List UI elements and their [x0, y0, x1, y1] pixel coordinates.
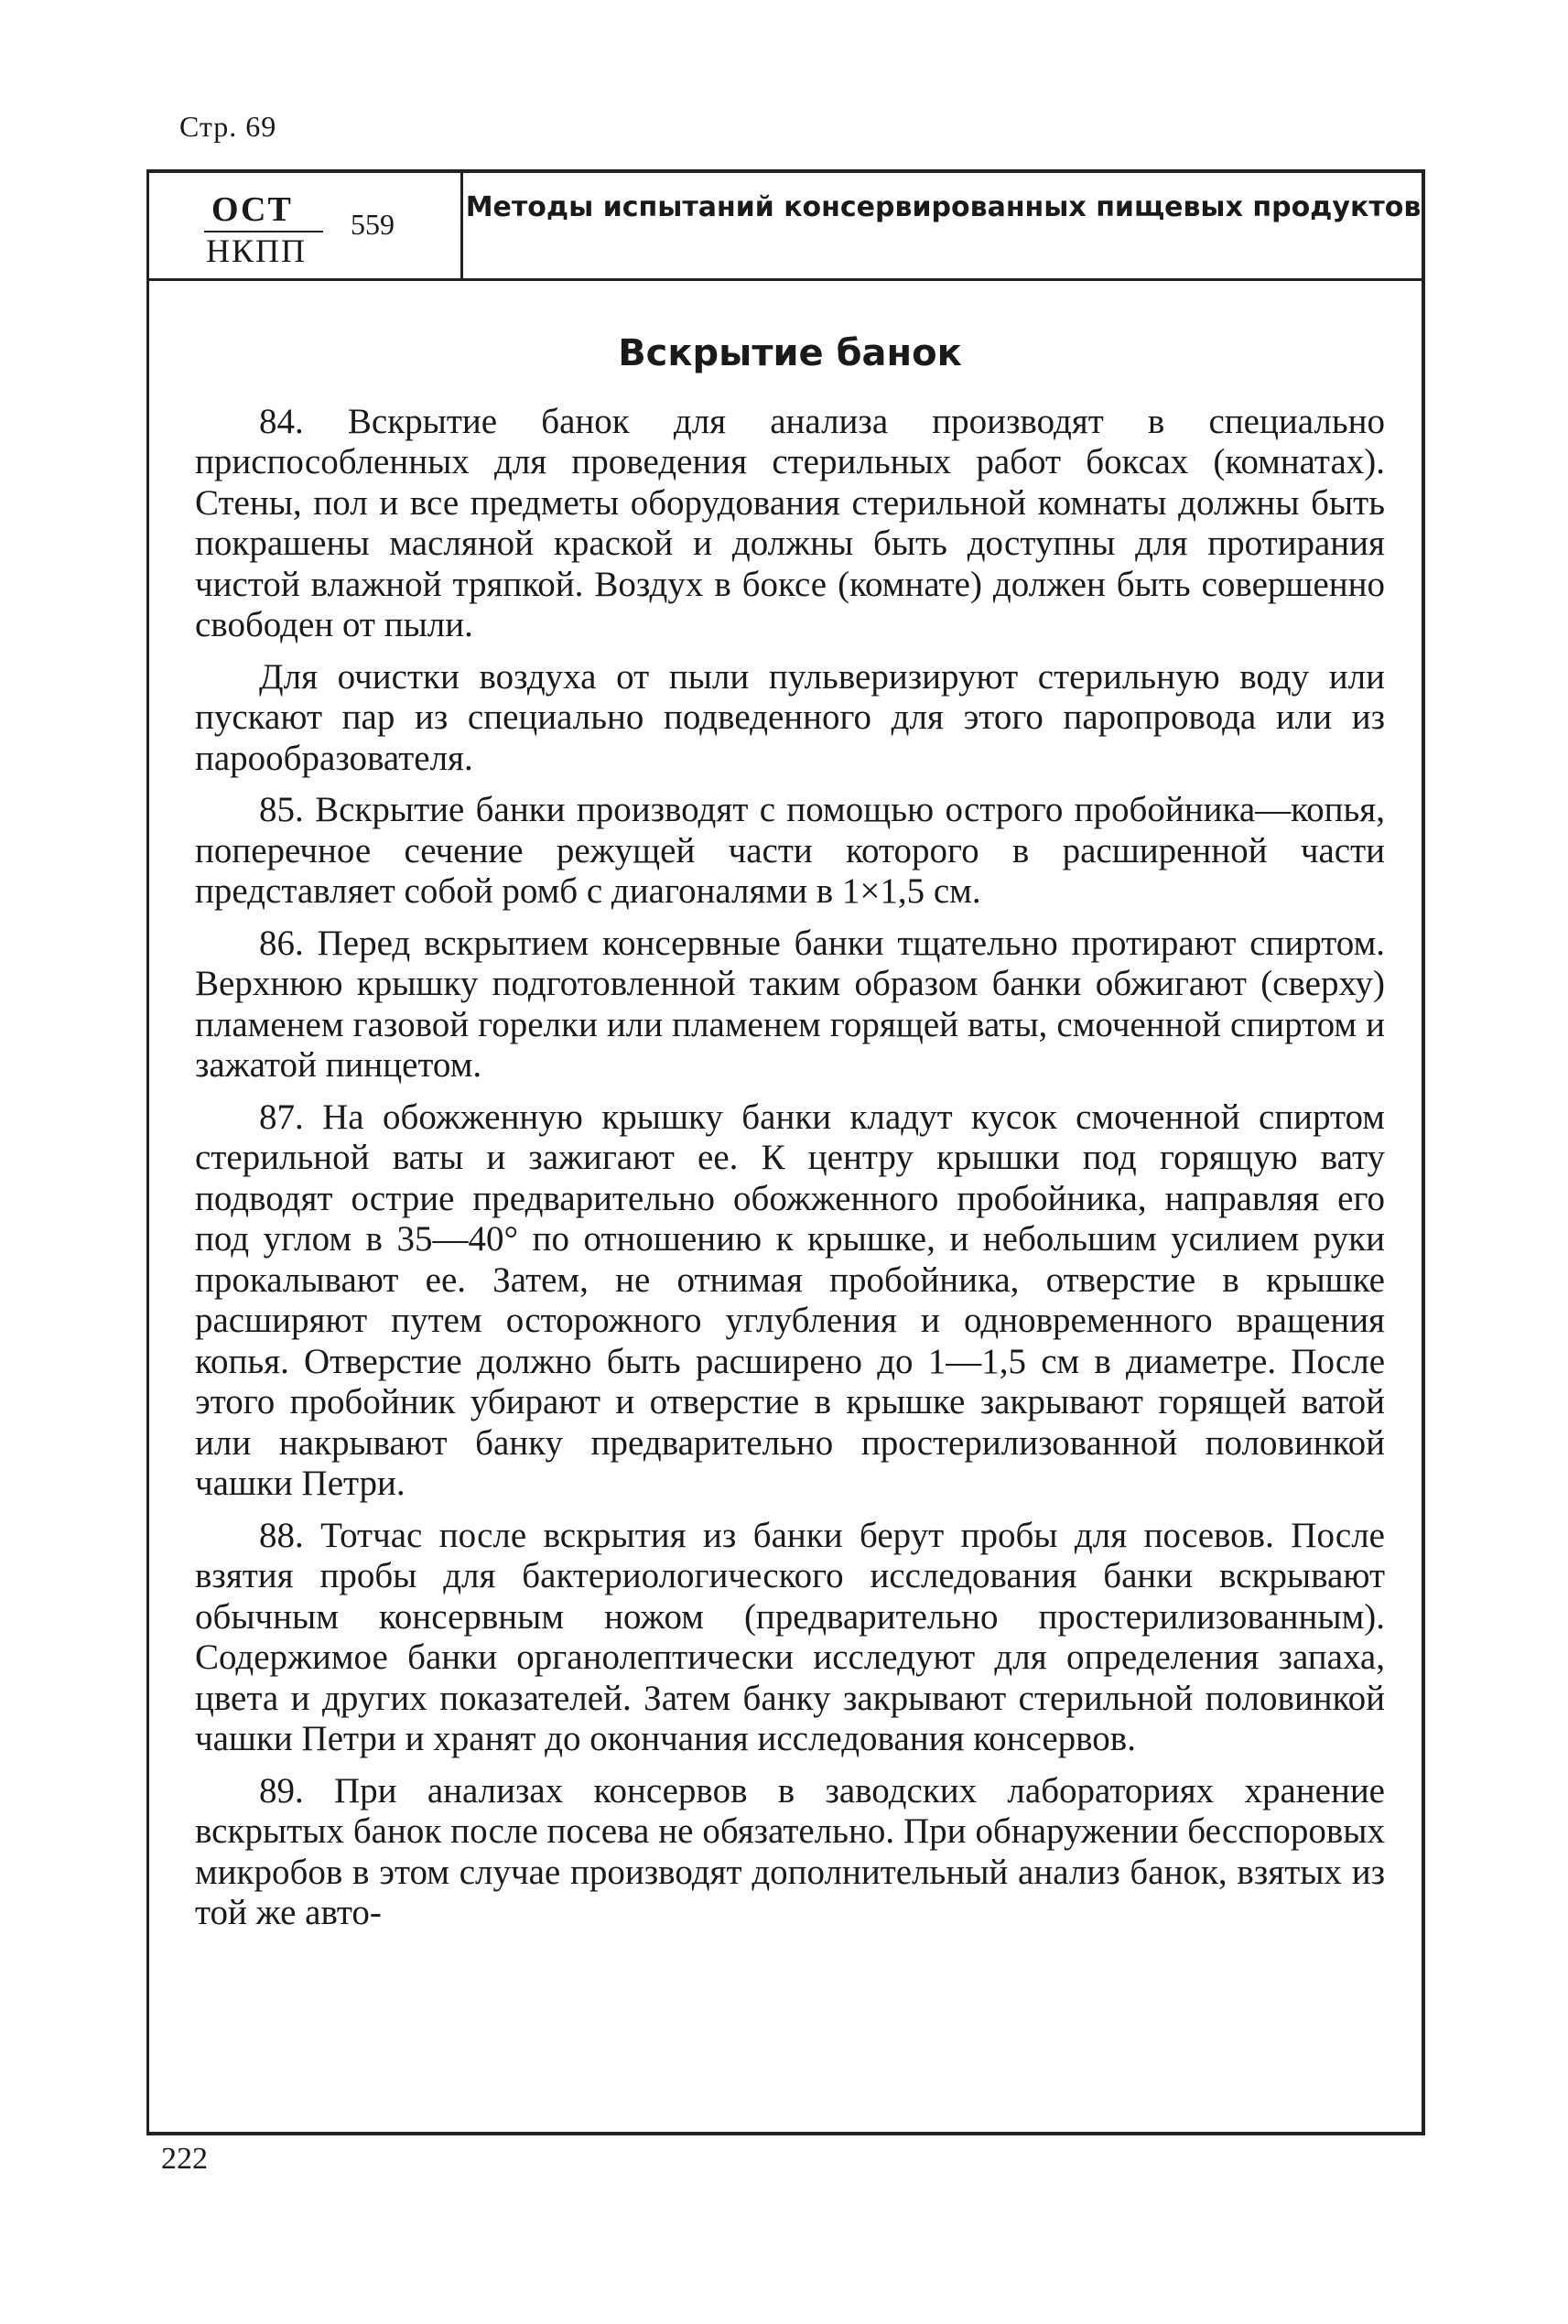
standard-number: 559 [351, 208, 395, 241]
paragraph-87: 87. На обожженную крышку банки кладут кусок смоченной спиртом стерильной ваты и зажигают ее. К центру крышки под горящую вату подводят острие предварительно обожженного пробойника, направляя его под углом в 35—40° по отношению к крышке, и небольшим усилием руки прокалывают ее. Затем, не отнимая пробойника, отверстие в крышке расширяют путем осторожного углубления и одновременного вращения копья. Отверстие должно быть расширено до 1—1,5 см в диаметре. После этого пробойник убирают и отверстие в крышке закрывают горящей ватой или накрывают банку предварительно простерилизованной половинкой чашки Петри. [195, 1097, 1385, 1503]
paragraph-85: 85. Вскрытие банки производят с помощью острого пробойника—копья, поперечное сечение режущей части которого в расширенной части представляет собой ромб с диагоналями в 1×1,5 см. [195, 790, 1385, 911]
page-content [195, 333, 1385, 1945]
standard-bottom: НКПП [206, 232, 308, 269]
standard-top: ОСТ [211, 190, 293, 229]
section-title: Вскрытие банок [618, 332, 962, 374]
paragraph-84: 84. Вскрытие банок для анализа производят в специально приспособленных для проведения стерильных работ боксах (комнатах). Стены, пол и все предметы оборудования стерильной комнаты должны быть покрашены масляной краской и должны быть доступны для протирания чистой влажной тряпкой. Воздух в боксе (комнате) должен быть совершенно свободен от пыли. [195, 401, 1385, 644]
paragraph-88: 88. Тотчас после вскрытия из банки берут пробы для посевов. После взятия пробы для бактериологического исследования банки вскрывают обычным консервным ножом (предварительно простерилизованным). Содержимое банки органолептически исследуют для определения запаха, цвета и других показателей. Затем банку закрывают стерильной половинкой чашки Петри и хранят до окончания исследования консервов. [195, 1515, 1385, 1758]
page-number: 222 [161, 2142, 208, 2176]
document-header [149, 173, 1422, 281]
paragraph-84-cont: Для очистки воздуха от пыли пульверизируют стерильную воду или пускают пар из специально подведенного для этого паропровода или из парообразователя. [195, 656, 1385, 778]
standard-designation [149, 173, 463, 278]
page-frame [146, 169, 1425, 2135]
paragraph-86: 86. Перед вскрытием консервные банки тщательно протирают спиртом. Верхнюю крышку подготовленной таким образом банки обжигают (сверху) пламенем газовой горелки или пламенем горящей ваты, смоченной спиртом и зажатой пинцетом. [195, 923, 1385, 1085]
header-title: Методы испытаний консервированных пищевых продуктов [465, 191, 1422, 223]
paragraph-89: 89. При анализах консервов в заводских лабораториях хранение вскрытых банок после посева не обязательно. При обнаружении бесспоровых микробов в этом случае производят дополнительный анализ банок, взятых из той же авто- [195, 1770, 1385, 1932]
page-label: Стр. 69 [179, 110, 277, 143]
